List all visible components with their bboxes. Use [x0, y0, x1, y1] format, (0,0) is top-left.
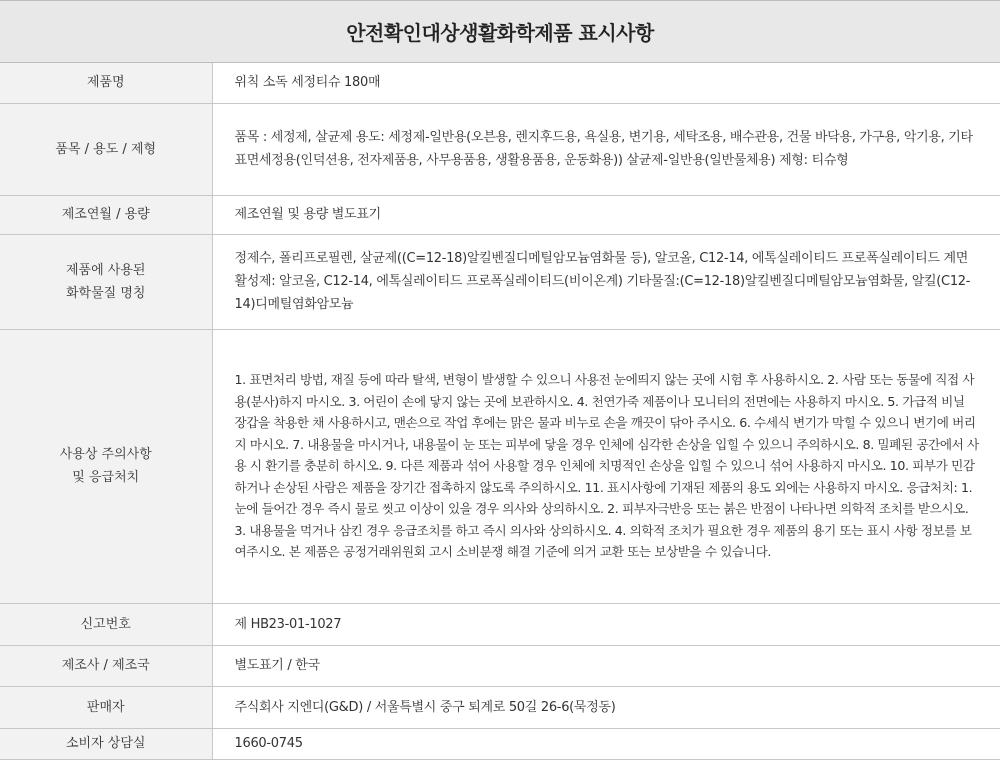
row-value-seller: 주식회사 지엔디(G&D) / 서울특별시 중구 퇴계로 50길 26-6(묵정동)	[212, 686, 1000, 728]
row-value-chemical-substances: 정제수, 폴리프로필렌, 살균제((C=12-18)알킬벤질디메틸암모늄염화물 등), 알코올, C12-14, 에톡실레이티드 프로폭실레이티드 계면활성제: 알코올, C12-14, 에톡실레이티드 프로폭실레이티드(비이온계) 기타물질:(C=12-18)알킬벤질디메틸암모늄염화물, 알킬(C12-14)디메틸염화암모늄	[212, 234, 1000, 329]
info-table	[0, 63, 1000, 760]
table-row	[0, 329, 1000, 603]
row-value-report-number: 제 HB23-01-1027	[212, 603, 1000, 645]
row-value-customer-service: 1660-0745	[212, 728, 1000, 759]
label-text: 소비자 상담실	[66, 736, 146, 751]
table-row	[0, 234, 1000, 329]
row-label-precautions-first-aid	[0, 329, 212, 603]
row-value-category-usage-form: 품목 : 세정제, 살균제 용도: 세정제-일반용(오븐용, 렌지후드용, 욕실용, 변기용, 세탁조용, 배수관용, 건물 바닥용, 가구용, 악기용, 기타표면세정용(인덕션용, 전자제품용, 사무용품용, 생활용품용, 운동화용)) 살균제-일반용(일반물체용) 제형: 티슈형	[212, 103, 1000, 195]
page-title: 안전확인대상생활화학제품 표시사항	[346, 21, 654, 45]
row-label-customer-service	[0, 728, 212, 759]
row-value-manufacturer-country: 별도표기 / 한국	[212, 645, 1000, 686]
label-text: 및 응급처치	[72, 470, 140, 485]
table-row	[0, 645, 1000, 686]
label-text: 사용상 주의사항	[59, 447, 152, 462]
row-label-manufacturer-country	[0, 645, 212, 686]
row-label-category-usage-form	[0, 103, 212, 195]
table-row	[0, 728, 1000, 759]
row-label-manufacture-date-volume	[0, 195, 212, 234]
table-row	[0, 603, 1000, 645]
row-value-product-name: 위칙 소독 세정티슈 180매	[212, 63, 1000, 103]
label-text: 신고번호	[80, 616, 131, 632]
row-label-seller	[0, 686, 212, 728]
row-label-product-name	[0, 63, 212, 103]
label-text: 제품에 사용된	[66, 262, 146, 278]
label-text: 제조사 / 제조국	[61, 658, 150, 673]
row-value-precautions-first-aid: 1. 표면처리 방법, 재질 등에 따라 탈색, 변형이 발생할 수 있으니 사용전 눈에띄지 않는 곳에 시험 후 사용하시오. 2. 사람 또는 동물에 직접 사용(분사)하지 마시오. 3. 어린이 손에 닿지 않는 곳에 보관하시오. 4. 천연가죽 제품이나 모니터의 전면에는 사용하지 마시오. 5. 가급적 비닐 장갑을 착용한 채 사용하시고, 맨손으로 작업 후에는 맑은 물과 비누로 손을 깨끗이 닦아 주시오. 6. 수세식 변기가 막힐 수 있으니 변기에 버리지 마시오. 7. 내용물을 마시거나, 내용물이 눈 또는 피부에 닿을 경우 인체에 심각한 손상을 입힐 수 있으니 주의하시오. 8. 밀폐된 공간에서 사용 시 환기를 충분히 하시오. 9. 다른 제품과 섞어 사용할 경우 인체에 치명적인 손상을 입힐 수 있으니 섞어 사용하지 마시오. 10. 피부가 민감하거나 손상된 사람은 제품을 장기간 접촉하지 않도록 주의하시오. 11. 표시사항에 기재된 제품의 용도 외에는 사용하지 마시오. 응급처치: 1. 눈에 들어간 경우 즉시 물로 씻고 이상이 있을 경우 의사와 상의하시오. 2. 피부자극반응 또는 붉은 반점이 나타나면 의학적 조치를 받으시오. 3. 내용물을 먹거나 삼킨 경우 응급조치를 하고 즉시 의사와 상의하시오. 4. 의학적 조치가 필요한 경우 제품의 용기 또는 표시 사항 정보를 보여주시오. 본 제품은 공정거래위원회 고시 소비분쟁 해결 기준에 의거 교환 또는 보상받을 수 있습니다.	[212, 329, 1000, 603]
label-text: 제조연월 / 용량	[61, 207, 150, 222]
title-bar	[0, 0, 1000, 63]
label-text: 판매자	[86, 699, 125, 715]
table-row	[0, 103, 1000, 195]
table-row	[0, 195, 1000, 234]
row-label-chemical-substances	[0, 234, 212, 329]
table-row	[0, 686, 1000, 728]
table-row	[0, 63, 1000, 103]
row-value-manufacture-date-volume: 제조연월 및 용량 별도표기	[212, 195, 1000, 234]
label-text: 화학물질 명칭	[66, 285, 146, 301]
row-label-report-number	[0, 603, 212, 645]
label-text: 품목 / 용도 / 제형	[55, 141, 157, 157]
label-text: 제품명	[86, 75, 125, 91]
